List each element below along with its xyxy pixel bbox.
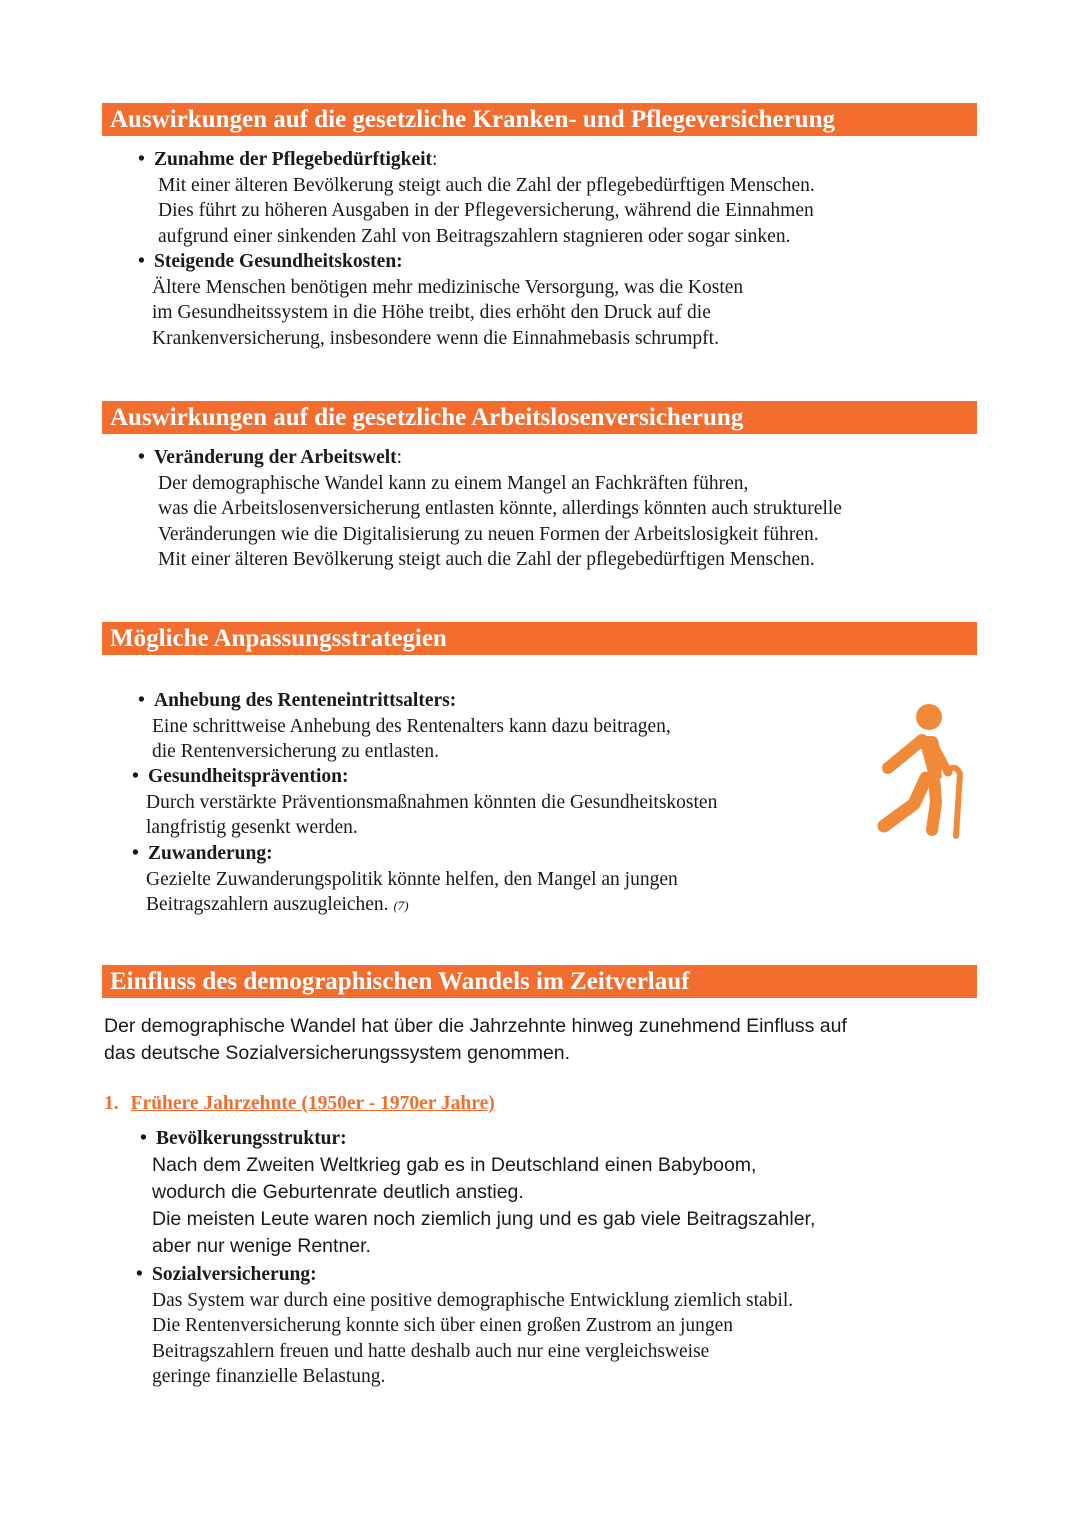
- bullet-label: Anhebung des Renteneintrittsalters:: [154, 690, 457, 711]
- intro-line: das deutsche Sozialversicherungssystem genommen.: [104, 1042, 571, 1064]
- bullet-marker: •: [138, 690, 145, 711]
- bullet-colon: :: [432, 149, 438, 170]
- item-heading-text: Frühere Jahrzehnte (1950er - 1970er Jahre): [130, 1093, 495, 1114]
- intro-line: Der demographische Wandel hat über die Jahrzehnte hinweg zunehmend Einfluss auf: [104, 1015, 847, 1037]
- body-line: die Rentenversicherung zu entlasten.: [152, 741, 439, 763]
- body-line: was die Arbeitslosenversicherung entlasten könnte, allerdings könnten auch strukturelle: [158, 498, 842, 520]
- body-line: aufgrund einer sinkenden Zahl von Beitragszahlern stagnieren oder sogar sinken.: [158, 225, 791, 247]
- source-reference: (7): [393, 898, 409, 914]
- body-line: langfristig gesenkt werden.: [146, 817, 358, 839]
- body-line: wodurch die Geburtenrate deutlich anstieg.: [152, 1180, 524, 1203]
- bullet-label: Veränderung der Arbeitswelt: [154, 447, 397, 468]
- body-line: aber nur wenige Rentner.: [152, 1234, 371, 1257]
- body-line: [146, 892, 678, 919]
- body-line: Ältere Menschen benötigen mehr medizinische Versorgung, was die Kosten: [152, 276, 744, 298]
- body-line: Das System war durch eine positive demographische Entwicklung ziemlich stabil.: [152, 1289, 794, 1311]
- bullet-label: Gesundheitsprävention:: [148, 766, 349, 787]
- item-number: 1.: [104, 1093, 119, 1114]
- timeline-item-heading: [104, 1093, 495, 1115]
- bullet-sozialversicherung: [136, 1262, 793, 1390]
- body-line: Dies führt zu höheren Ausgaben in der Pflegeversicherung, während die Einnahmen: [158, 200, 814, 222]
- bullet-marker: •: [138, 149, 145, 170]
- bullet-pflegebeduerftigkeit: [138, 147, 815, 249]
- intro-paragraph: [104, 1013, 847, 1067]
- section-heading-zeitverlauf: Einfluss des demographischen Wandels im Zeitverlauf: [102, 965, 977, 998]
- bullet-label: Zuwanderung:: [148, 843, 273, 864]
- bullet-marker: •: [136, 1264, 143, 1285]
- bullet-colon: :: [396, 447, 403, 468]
- body-line: im Gesundheitssystem in die Höhe treibt, dies erhöht den Druck auf die: [152, 302, 711, 324]
- bullet-marker: •: [132, 766, 139, 787]
- body-line: Nach dem Zweiten Weltkrieg gab es in Deutschland einen Babyboom,: [152, 1153, 757, 1176]
- body-line-text: Beitragszahlern auszugleichen.: [146, 894, 389, 916]
- section-heading-arbeitslosen: Auswirkungen auf die gesetzliche Arbeitslosenversicherung: [102, 401, 977, 434]
- bullet-label: Bevölkerungsstruktur:: [156, 1128, 347, 1149]
- body-line: Mit einer älteren Bevölkerung steigt auch die Zahl der pflegebedürftigen Menschen.: [158, 174, 815, 196]
- body-line: geringe finanzielle Belastung.: [152, 1366, 386, 1388]
- section-heading-strategien: Mögliche Anpassungsstrategien: [102, 622, 977, 655]
- elderly-person-with-cane-icon: [872, 700, 964, 840]
- body-line: Eine schrittweise Anhebung des Rentenalters kann dazu beitragen,: [152, 715, 671, 737]
- bullet-gesundheitspraevention: [132, 764, 717, 841]
- bullet-marker: •: [140, 1128, 147, 1149]
- body-line: Die meisten Leute waren noch ziemlich jung und es gab viele Beitragszahler,: [152, 1207, 816, 1230]
- body-line: Veränderungen wie die Digitalisierung zu neuen Formen der Arbeitslosigkeit führen.: [158, 523, 819, 545]
- bullet-bevoelkerungsstruktur: [140, 1126, 815, 1260]
- bullet-marker: •: [132, 843, 139, 864]
- body-line: Durch verstärkte Präventionsmaßnahmen könnten die Gesundheitskosten: [146, 791, 718, 813]
- section-heading-kranken-pflege: Auswirkungen auf die gesetzliche Kranken- und Pflegeversicherung: [102, 103, 977, 136]
- bullet-arbeitswelt: [138, 445, 842, 573]
- bullet-label: Sozialversicherung:: [152, 1264, 317, 1285]
- body-line: Beitragszahlern freuen und hatte deshalb auch nur eine vergleichsweise: [152, 1340, 710, 1362]
- bullet-renteneintrittsalter: [138, 688, 671, 765]
- bullet-zuwanderung: [132, 841, 678, 919]
- body-line: Mit einer älteren Bevölkerung steigt auch die Zahl der pflegebedürftigen Menschen.: [158, 549, 815, 571]
- bullet-marker: •: [138, 251, 145, 272]
- bullet-gesundheitskosten: [138, 249, 743, 351]
- body-line: Der demographische Wandel kann zu einem Mangel an Fachkräften führen,: [158, 472, 749, 494]
- body-line: Krankenversicherung, insbesondere wenn die Einnahmebasis schrumpft.: [152, 327, 719, 349]
- bullet-label: Zunahme der Pflegebedürftigkeit: [154, 149, 433, 170]
- bullet-label: Steigende Gesundheitskosten:: [154, 251, 403, 272]
- bullet-marker: •: [138, 447, 145, 468]
- body-line: Gezielte Zuwanderungspolitik könnte helfen, den Mangel an jungen: [146, 868, 678, 890]
- body-line: Die Rentenversicherung konnte sich über einen großen Zustrom an jungen: [152, 1315, 734, 1337]
